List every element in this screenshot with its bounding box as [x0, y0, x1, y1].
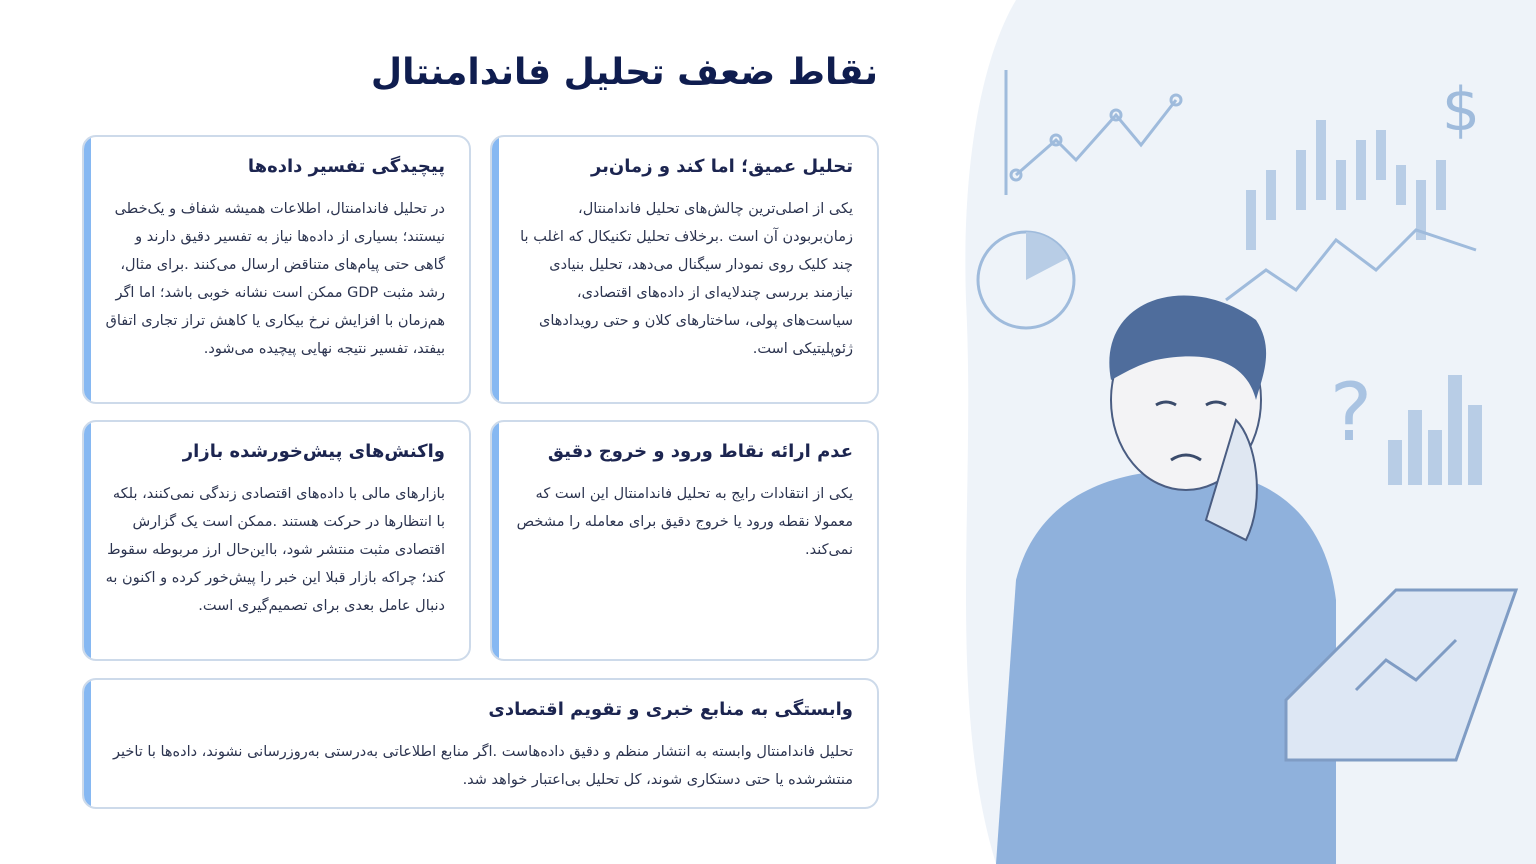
card-body: یکی از اصلی‌ترین چالش‌های تحلیل فاندامنتال، زمان‌بربودن آن است .برخلاف تحلیل تکنیکال که اغلب با چند کلیک روی نمودار سیگنال می‌دهد، تحلیل بنیادی نیازمند بررسی چندلایه‌ای از داده‌های اقتصادی، سیاست‌های پولی، ساختارهای کلان و حتی رویدادهای ژئوپلیتیکی است.	[520, 201, 853, 357]
question-mark: ?	[1329, 366, 1373, 459]
card-title: پیچیدگی تفسیر داده‌ها	[247, 156, 445, 177]
card-title: عدم ارائه نقاط ورود و خروج دقیق	[547, 441, 853, 462]
card-body: در تحلیل فاندامنتال، اطلاعات همیشه شفاف و یک‌خطی نیستند؛ بسیاری از داده‌ها نیاز به تفسیر دقیق دارند و گاهی حتی پیام‌های متناقض ارسال می‌کنند .برای مثال، رشد مثبت GDP ممکن است نشانه خوبی باشد؛ اما اگر هم‌زمان با افزایش نرخ بیکاری یا کاهش تراز تجاری اتفاق بیفتد، تفسیر نتیجه نهایی پیچیده می‌شود.	[105, 201, 445, 357]
card-title: وابستگی به منابع خبری و تقویم اقتصادی	[488, 699, 853, 720]
card-body: تحلیل فاندامنتال وابسته به انتشار منظم و دقیق داده‌هاست .اگر منابع اطلاعاتی به‌درستی به‌روزرسانی نشوند، داده‌ها با تاخیر منتشرشده یا حتی دستکاری شوند، کل تحلیل بی‌اعتبار خواهد شد.	[113, 744, 853, 788]
worried-investor-illustration	[956, 0, 1536, 864]
card-deep-but-slow	[490, 135, 879, 404]
card-no-entry-exit	[490, 420, 879, 661]
page-title: نقاط ضعف تحلیل فاندامنتال	[370, 52, 878, 93]
card-title: تحلیل عمیق؛ اما کند و زمان‌بر	[590, 156, 853, 177]
card-title: واکنش‌های پیش‌خورشده بازار	[182, 441, 445, 462]
card-data-interpretation	[82, 135, 471, 404]
dollar-sign: $	[1441, 75, 1481, 145]
card-body: بازارهای مالی با داده‌های اقتصادی زندگی نمی‌کنند، بلکه با انتظارها در حرکت هستند .ممکن است یک گزارش اقتصادی مثبت منتشر شود، بااین‌حال ارز مربوطه سقوط کند؛ چراکه بازار قبلا این خبر را پیش‌خور کرده و اکنون به دنبال عامل بعدی برای تصمیم‌گیری است.	[105, 486, 445, 614]
card-body: یکی از انتقادات رایج به تحلیل فاندامنتال این است که معمولا نقطه ورود یا خروج دقیق برای معامله را مشخص نمی‌کند.	[516, 486, 853, 558]
card-news-dependency	[82, 678, 879, 809]
card-priced-in-reactions	[82, 420, 471, 661]
